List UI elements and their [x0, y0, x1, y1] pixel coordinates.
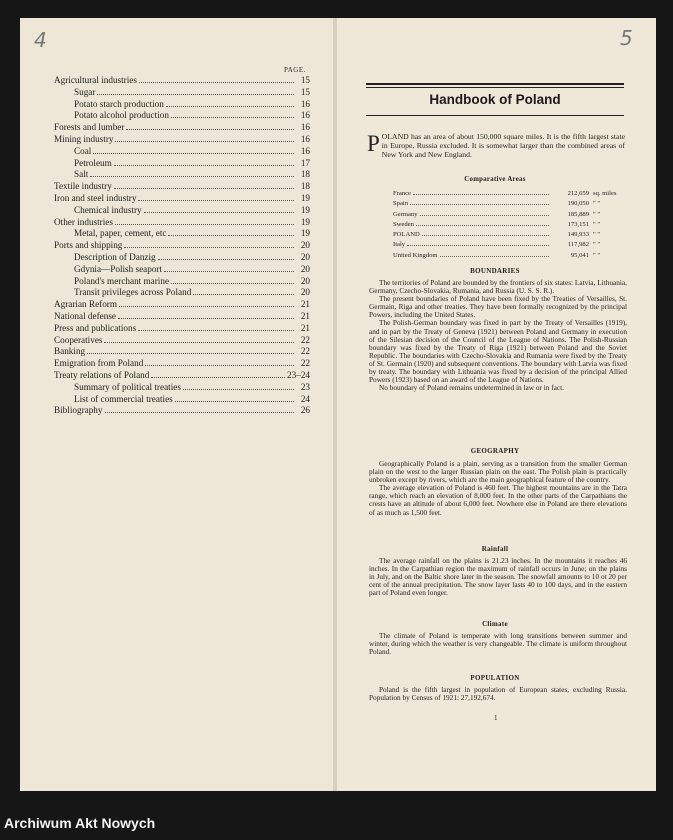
area-leader-dots — [416, 225, 549, 226]
toc-leader-dots — [175, 401, 294, 402]
toc-leader-dots — [151, 377, 285, 378]
toc-entry-title: Agrarian Reform — [54, 299, 118, 310]
toc-entry-page: 20 — [300, 275, 310, 286]
toc-entry-page: 21 — [300, 299, 310, 310]
area-unit: " " — [593, 231, 601, 239]
area-leader-dots — [407, 245, 549, 246]
toc-entry-page: 22 — [300, 334, 310, 345]
toc-leader-dots — [168, 235, 294, 236]
toc-entry — [54, 346, 310, 358]
toc-leader-dots — [164, 271, 294, 272]
rainfall-paragraph: The average rainfall on the plains is 21.23 inches. In the mountains it reaches 46 inches. In the Carpathian region the maximum of rainfall occurs in June; on the plains in July, and on the Baltic shore later in the season. The snowfall amounts to 10 ot 20 per cent of the annual precipitation. The snow layer lasts 40 to 100 days, and in the eastern part of Poland even longer. — [369, 556, 627, 598]
toc-leader-dots — [105, 412, 295, 413]
area-row — [393, 252, 629, 262]
area-row — [393, 190, 629, 200]
area-leader-dots — [420, 215, 549, 216]
area-row — [393, 200, 629, 210]
toc-entry — [54, 264, 310, 276]
toc-entry-page: 16 — [300, 110, 310, 121]
toc-entry — [54, 87, 310, 99]
toc-entry — [54, 358, 310, 370]
toc-entry-page: 26 — [300, 405, 310, 416]
toc-entry-title: Potato alcohol production — [74, 110, 169, 121]
toc-entry-page: 15 — [300, 75, 310, 85]
toc-entry-title: Other industries — [54, 216, 113, 227]
toc-leader-dots — [145, 365, 294, 366]
toc-entry — [54, 276, 310, 288]
rainfall-heading: Rainfall — [481, 545, 509, 553]
area-row — [393, 231, 629, 241]
toc-entry — [54, 122, 310, 134]
toc-entry-title: Description of Danzig — [74, 251, 156, 262]
toc-entry-title: Mining industry — [54, 133, 114, 144]
toc-leader-dots — [87, 353, 294, 354]
geography-paragraph: The average elevation of Poland is 460 feet. The highest mountains are in the Tatra range, which reach an elevation of 8,000 feet. In the other parts of the Carpathians the crests have an altitude of about 6,000 feet. Nowhere else in Poland are there elevations of as much as 1,500 feet. — [369, 483, 627, 517]
rainfall-text — [369, 557, 627, 597]
intro-paragraph — [367, 133, 625, 159]
title-rule-top-thin — [366, 87, 624, 88]
area-value: 117,982 — [567, 241, 589, 249]
area-leader-dots — [422, 235, 549, 236]
area-country: Spain — [393, 200, 409, 208]
toc-entry-page: 16 — [300, 98, 310, 109]
toc-entry — [54, 158, 310, 170]
toc-entry-title: Forests and lumber — [54, 122, 125, 133]
toc-entry — [54, 169, 310, 181]
toc-entry-title: Potato starch production — [74, 98, 164, 109]
toc-entry-title: National defense — [54, 310, 116, 321]
pencil-page-mark-right: 5 — [620, 26, 633, 50]
toc-entry-title: Salt — [74, 169, 89, 180]
toc-entry — [54, 405, 310, 417]
area-row — [393, 241, 629, 251]
toc-entry-title: Gdynia—Polish seaport — [74, 263, 163, 274]
area-country: United Kingdom — [393, 251, 438, 259]
boundaries-heading: BOUNDARIES — [470, 267, 520, 275]
toc-entry-page: 21 — [300, 322, 310, 333]
toc-leader-dots — [193, 294, 294, 295]
page-title: Handbook of Poland — [429, 92, 561, 107]
population-heading: POPULATION — [470, 674, 520, 682]
toc-entry — [54, 193, 310, 205]
toc-entry — [54, 323, 310, 335]
toc-leader-dots — [93, 153, 294, 154]
toc-entry-page: 18 — [300, 181, 310, 192]
toc-entry-page: 17 — [300, 157, 310, 168]
boundaries-paragraph: No boundary of Poland remains undetermined in law or in fact. — [379, 383, 565, 393]
area-value: 212,659 — [567, 190, 589, 197]
toc-entry-title: Petroleum — [74, 157, 112, 168]
toc-entry — [54, 181, 310, 193]
table-of-contents — [54, 75, 310, 417]
population-paragraph: Poland is the fifth largest in population of European states, excluding Russia. Population by Census of 1921: 27,192,674. — [369, 685, 627, 703]
page-number: 1 — [494, 714, 498, 722]
toc-entry-page: 16 — [300, 133, 310, 144]
toc-entry-title: Metal, paper, cement, etc — [74, 228, 167, 239]
toc-entry-title: Iron and steel industry — [54, 192, 137, 203]
toc-entry-page: 19 — [300, 204, 310, 215]
toc-entry-page: 24 — [300, 393, 310, 404]
toc-entry-title: Summary of political treaties — [74, 381, 181, 392]
comparative-areas-heading: Comparative Areas — [464, 176, 526, 183]
toc-entry — [54, 382, 310, 394]
area-unit: " " — [593, 200, 601, 208]
toc-entry — [54, 110, 310, 122]
toc-entry-page: 20 — [300, 251, 310, 262]
toc-entry — [54, 134, 310, 146]
toc-entry-page: 15 — [300, 86, 310, 97]
area-leader-dots — [410, 204, 549, 205]
toc-entry-page: 18 — [300, 169, 310, 180]
intro-text: OLAND has an area of about 150,000 square miles. It is the fifth largest state in Europe, Russia excluded. It is somewhat larger than the combined areas of New York and New England. — [381, 132, 625, 159]
toc-leader-dots — [97, 94, 294, 95]
geography-paragraph: Geographically Poland is a plain, serving as a transition from the smaller German plain on the west to the larger Russian plain on the east. The Polish plain is practically unbroken except by rivers, which are the main geographical feature of the country. — [369, 459, 627, 485]
toc-leader-dots — [115, 141, 294, 142]
area-row — [393, 211, 629, 221]
area-country: France — [393, 190, 411, 197]
toc-entry-page: 22 — [300, 346, 310, 357]
toc-entry — [54, 252, 310, 264]
toc-leader-dots — [124, 247, 294, 248]
area-unit: " " — [593, 210, 601, 218]
toc-leader-dots — [126, 129, 294, 130]
climate-paragraph: The climate of Poland is temperate with long transitions between summer and winter, during which the weather is very changeable. The climate is uniform throughout Poland. — [369, 631, 627, 657]
toc-leader-dots — [139, 82, 294, 83]
toc-entry-title: Agricultural industries — [54, 75, 137, 85]
area-country: Germany — [393, 210, 418, 218]
toc-leader-dots — [183, 389, 294, 390]
toc-entry — [54, 75, 310, 87]
toc-entry — [54, 335, 310, 347]
toc-entry-page: 23 — [300, 381, 310, 392]
toc-leader-dots — [119, 306, 294, 307]
toc-entry-title: List of commercial treaties — [74, 393, 173, 404]
boundaries-paragraph: The present boundaries of Poland have been fixed by the Treaties of Versailles, St. Germain, Riga and other treaties. They have been formally recognized by the principal Powers, including the United States. — [369, 294, 627, 320]
toc-leader-dots — [115, 224, 294, 225]
area-row — [393, 221, 629, 231]
title-rule-bottom — [366, 115, 624, 116]
toc-entry-title: Banking — [54, 346, 86, 357]
area-country: Italy — [393, 241, 406, 249]
area-value: 190,050 — [567, 200, 589, 208]
toc-entry-title: Textile industry — [54, 181, 112, 192]
toc-leader-dots — [166, 106, 294, 107]
comparative-areas-table — [393, 190, 629, 262]
toc-entry — [54, 228, 310, 240]
area-country: Sweden — [393, 220, 414, 228]
boundaries-text — [369, 279, 627, 392]
toc-entry-title: Transit privileges across Poland — [74, 287, 192, 298]
toc-entry-page: 23–24 — [287, 369, 310, 380]
toc-leader-dots — [118, 318, 294, 319]
toc-leader-dots — [171, 117, 294, 118]
toc-leader-dots — [114, 165, 294, 166]
archive-label: Archiwum Akt Nowych — [4, 815, 156, 831]
toc-entry — [54, 205, 310, 217]
toc-entry — [54, 146, 310, 158]
area-unit: " " — [593, 241, 601, 249]
toc-entry-page: 21 — [300, 310, 310, 321]
area-unit: " " — [593, 251, 601, 259]
toc-entry — [54, 99, 310, 111]
toc-entry-page: 19 — [300, 228, 310, 239]
toc-entry-title: Poland's merchant marine — [74, 275, 170, 286]
toc-leader-dots — [114, 188, 294, 189]
toc-entry-title: Chemical industry — [74, 204, 142, 215]
geography-heading: GEOGRAPHY — [470, 447, 520, 455]
toc-entry-title: Sugar — [74, 86, 96, 97]
toc-entry — [54, 299, 310, 311]
toc-entry-title: Treaty relations of Poland — [54, 369, 150, 380]
toc-entry-title: Ports and shipping — [54, 240, 123, 251]
toc-entry-title: Cooperatives — [54, 334, 103, 345]
toc-entry-page: 16 — [300, 145, 310, 156]
toc-leader-dots — [158, 259, 294, 260]
toc-page-header: PAGE. — [284, 66, 306, 74]
toc-entry — [54, 217, 310, 229]
toc-leader-dots — [90, 176, 294, 177]
boundaries-paragraph: The Polish-German boundary was fixed in part by the Treaty of Versailles (1919), and in part by the Treaty of Geneva (1921) between Poland and Germany in execution of the Silesian decision of the Council of the League of Nations. The Polish-Russian boundary was fixed by the Treaty of Riga (1921) between Poland and the Soviet Republic. The boundaries with Czecho-Slovakia and Rumania were fixed by the Treaty of St. Germain (1920) and subsequent conventions. The boundary with Latvia was fixed by treaty. The boundary with Lithuania was fixed by a decision of the principal Allied Powers (1923) based on an award of the League of Nations. — [369, 318, 627, 385]
toc-leader-dots — [138, 200, 294, 201]
toc-entry-page: 22 — [300, 358, 310, 369]
toc-entry — [54, 240, 310, 252]
area-value: 149,933 — [567, 231, 589, 239]
area-country: POLAND — [393, 231, 420, 239]
toc-entry-page: 20 — [300, 287, 310, 298]
toc-entry-title: Bibliography — [54, 405, 103, 416]
toc-entry-title: Coal — [74, 145, 92, 156]
boundaries-paragraph: The territories of Poland are bounded by the frontiers of six states: Latvia, Lithuania, Germany, Czecho-Slovakia, Rumania, and Russia (U. S. S. R.). — [369, 278, 627, 296]
toc-entry-page: 16 — [300, 122, 310, 133]
toc-entry-page: 20 — [300, 240, 310, 251]
climate-heading: Climate — [482, 620, 508, 628]
area-leader-dots — [413, 194, 549, 195]
toc-leader-dots — [171, 283, 294, 284]
area-value: 95,041 — [570, 251, 589, 259]
area-unit: " " — [593, 220, 601, 228]
area-value: 185,889 — [567, 210, 589, 218]
toc-entry — [54, 370, 310, 382]
toc-entry-title: Emigration from Poland — [54, 358, 144, 369]
toc-entry-title: Press and publications — [54, 322, 137, 333]
area-leader-dots — [440, 256, 549, 257]
drop-cap: P — [367, 131, 380, 156]
toc-entry-page: 19 — [300, 216, 310, 227]
toc-entry — [54, 394, 310, 406]
toc-leader-dots — [138, 330, 294, 331]
title-rule-top — [366, 83, 624, 85]
toc-entry — [54, 311, 310, 323]
geography-text — [369, 460, 627, 517]
toc-entry-page: 19 — [300, 192, 310, 203]
area-unit: sq. miles — [593, 190, 617, 197]
climate-text — [369, 632, 627, 656]
area-value: 173,151 — [567, 220, 589, 228]
population-text — [369, 686, 627, 702]
toc-entry — [54, 287, 310, 299]
pencil-page-mark-left: 4 — [34, 28, 47, 52]
toc-entry-page: 20 — [300, 263, 310, 274]
book-spine — [333, 18, 337, 791]
toc-leader-dots — [144, 212, 294, 213]
toc-leader-dots — [104, 342, 294, 343]
